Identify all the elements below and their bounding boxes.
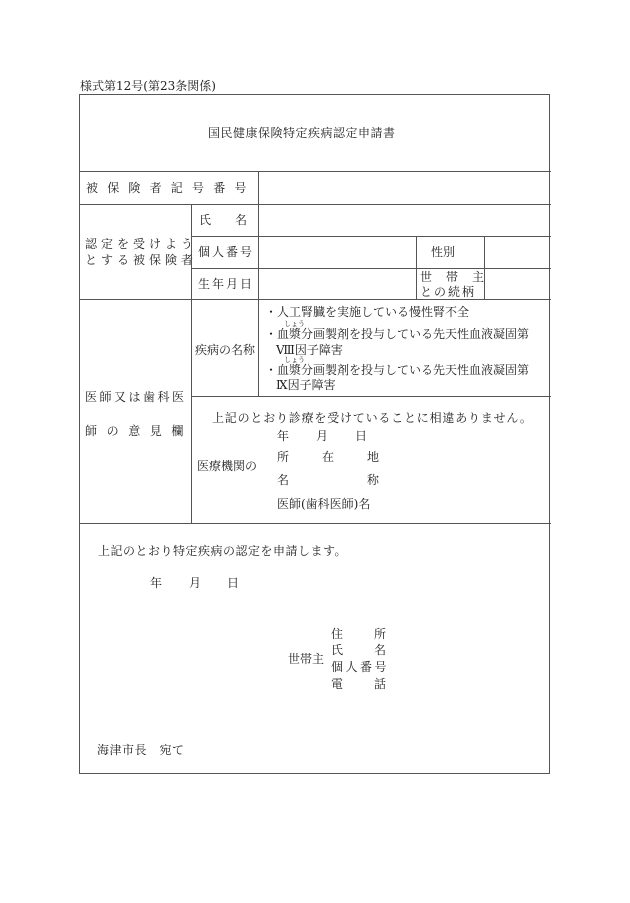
householder-name-label: 氏 xyxy=(331,643,344,657)
disease-item-continued: Ⅸ因子障害 xyxy=(276,378,336,392)
householder-address-label: 所 xyxy=(374,627,387,641)
insured-number-field[interactable] xyxy=(264,182,546,198)
applicant-section-label: とする被保険者 xyxy=(85,253,198,267)
disease-item-continued: Ⅷ因子障害 xyxy=(276,343,343,357)
date-day-label: 日 xyxy=(355,429,368,443)
relation-label: 世 帯 主 xyxy=(420,270,486,284)
address-label: 在 xyxy=(322,450,335,464)
insured-number-label: 被保険者記号番号 xyxy=(86,181,256,195)
householder-phone-label: 電 xyxy=(331,677,344,691)
disease-label: 疾病の名称 xyxy=(195,343,256,357)
householder-label: 世帯主 xyxy=(288,652,325,666)
certification-text: 上記のとおり診療を受けていることに相違ありません。 xyxy=(212,411,533,425)
householder-address-label: 住 xyxy=(331,627,344,641)
doctor-name-label: 医師(歯科医師)名 xyxy=(277,497,371,511)
birthdate-label: 生年月日 xyxy=(198,277,255,291)
birthdate-field[interactable] xyxy=(264,272,412,296)
form-number: 様式第12号(第23条関係) xyxy=(80,79,216,93)
divider xyxy=(79,171,551,172)
date-month-label: 月 xyxy=(316,429,329,443)
disease-item: ・血漿分画製剤を投与している先天性血液凝固第 xyxy=(265,363,530,377)
divider xyxy=(79,299,551,300)
doctor-section-label: 師 の 意 見 欄 xyxy=(85,424,183,438)
disease-ruby: しょう xyxy=(284,320,305,328)
date-year-label: 年 xyxy=(277,429,290,443)
application-date-day: 日 xyxy=(227,576,240,590)
divider xyxy=(191,268,551,269)
individual-number-label: 個人番号 xyxy=(198,245,255,259)
divider xyxy=(258,204,259,397)
application-date-month: 月 xyxy=(189,576,202,590)
householder-number-label: 個人番号 xyxy=(331,660,390,674)
name-field[interactable] xyxy=(264,208,546,232)
relation-field[interactable] xyxy=(488,272,548,296)
divider xyxy=(416,236,417,300)
divider xyxy=(191,236,551,237)
applicant-section-label: 認定を受けよう xyxy=(85,237,198,251)
divider xyxy=(258,171,259,204)
divider xyxy=(191,396,551,397)
relation-label: との続柄 xyxy=(420,285,477,299)
address-label: 所 xyxy=(277,450,290,464)
doctor-section-label: 医師又は歯科医 xyxy=(85,390,187,404)
institution-name-label: 名 xyxy=(277,473,290,487)
sex-field[interactable] xyxy=(488,240,548,264)
form-title: 国民健康保険特定疾病認定申請書 xyxy=(208,126,396,140)
institution-label: 医療機関の xyxy=(197,459,258,473)
application-text: 上記のとおり特定疾病の認定を申請します。 xyxy=(98,544,348,558)
sex-label: 性別 xyxy=(431,245,456,259)
divider xyxy=(191,204,192,524)
divider xyxy=(484,236,485,300)
householder-phone-label: 話 xyxy=(374,677,387,691)
divider xyxy=(79,523,551,524)
name-label: 氏 名 xyxy=(199,213,248,227)
disease-item: ・人工腎臓を実施している慢性腎不全 xyxy=(265,305,470,319)
disease-item: ・血漿分画製剤を投与している先天性血液凝固第 xyxy=(265,327,530,341)
addressee: 海津市長 宛て xyxy=(97,743,185,757)
householder-name-label: 名 xyxy=(374,643,387,657)
disease-ruby: しょう xyxy=(284,356,305,364)
divider xyxy=(79,204,551,205)
individual-number-field[interactable] xyxy=(264,240,412,264)
application-date-year: 年 xyxy=(150,576,163,590)
institution-name-label: 称 xyxy=(367,473,380,487)
address-label: 地 xyxy=(367,450,380,464)
